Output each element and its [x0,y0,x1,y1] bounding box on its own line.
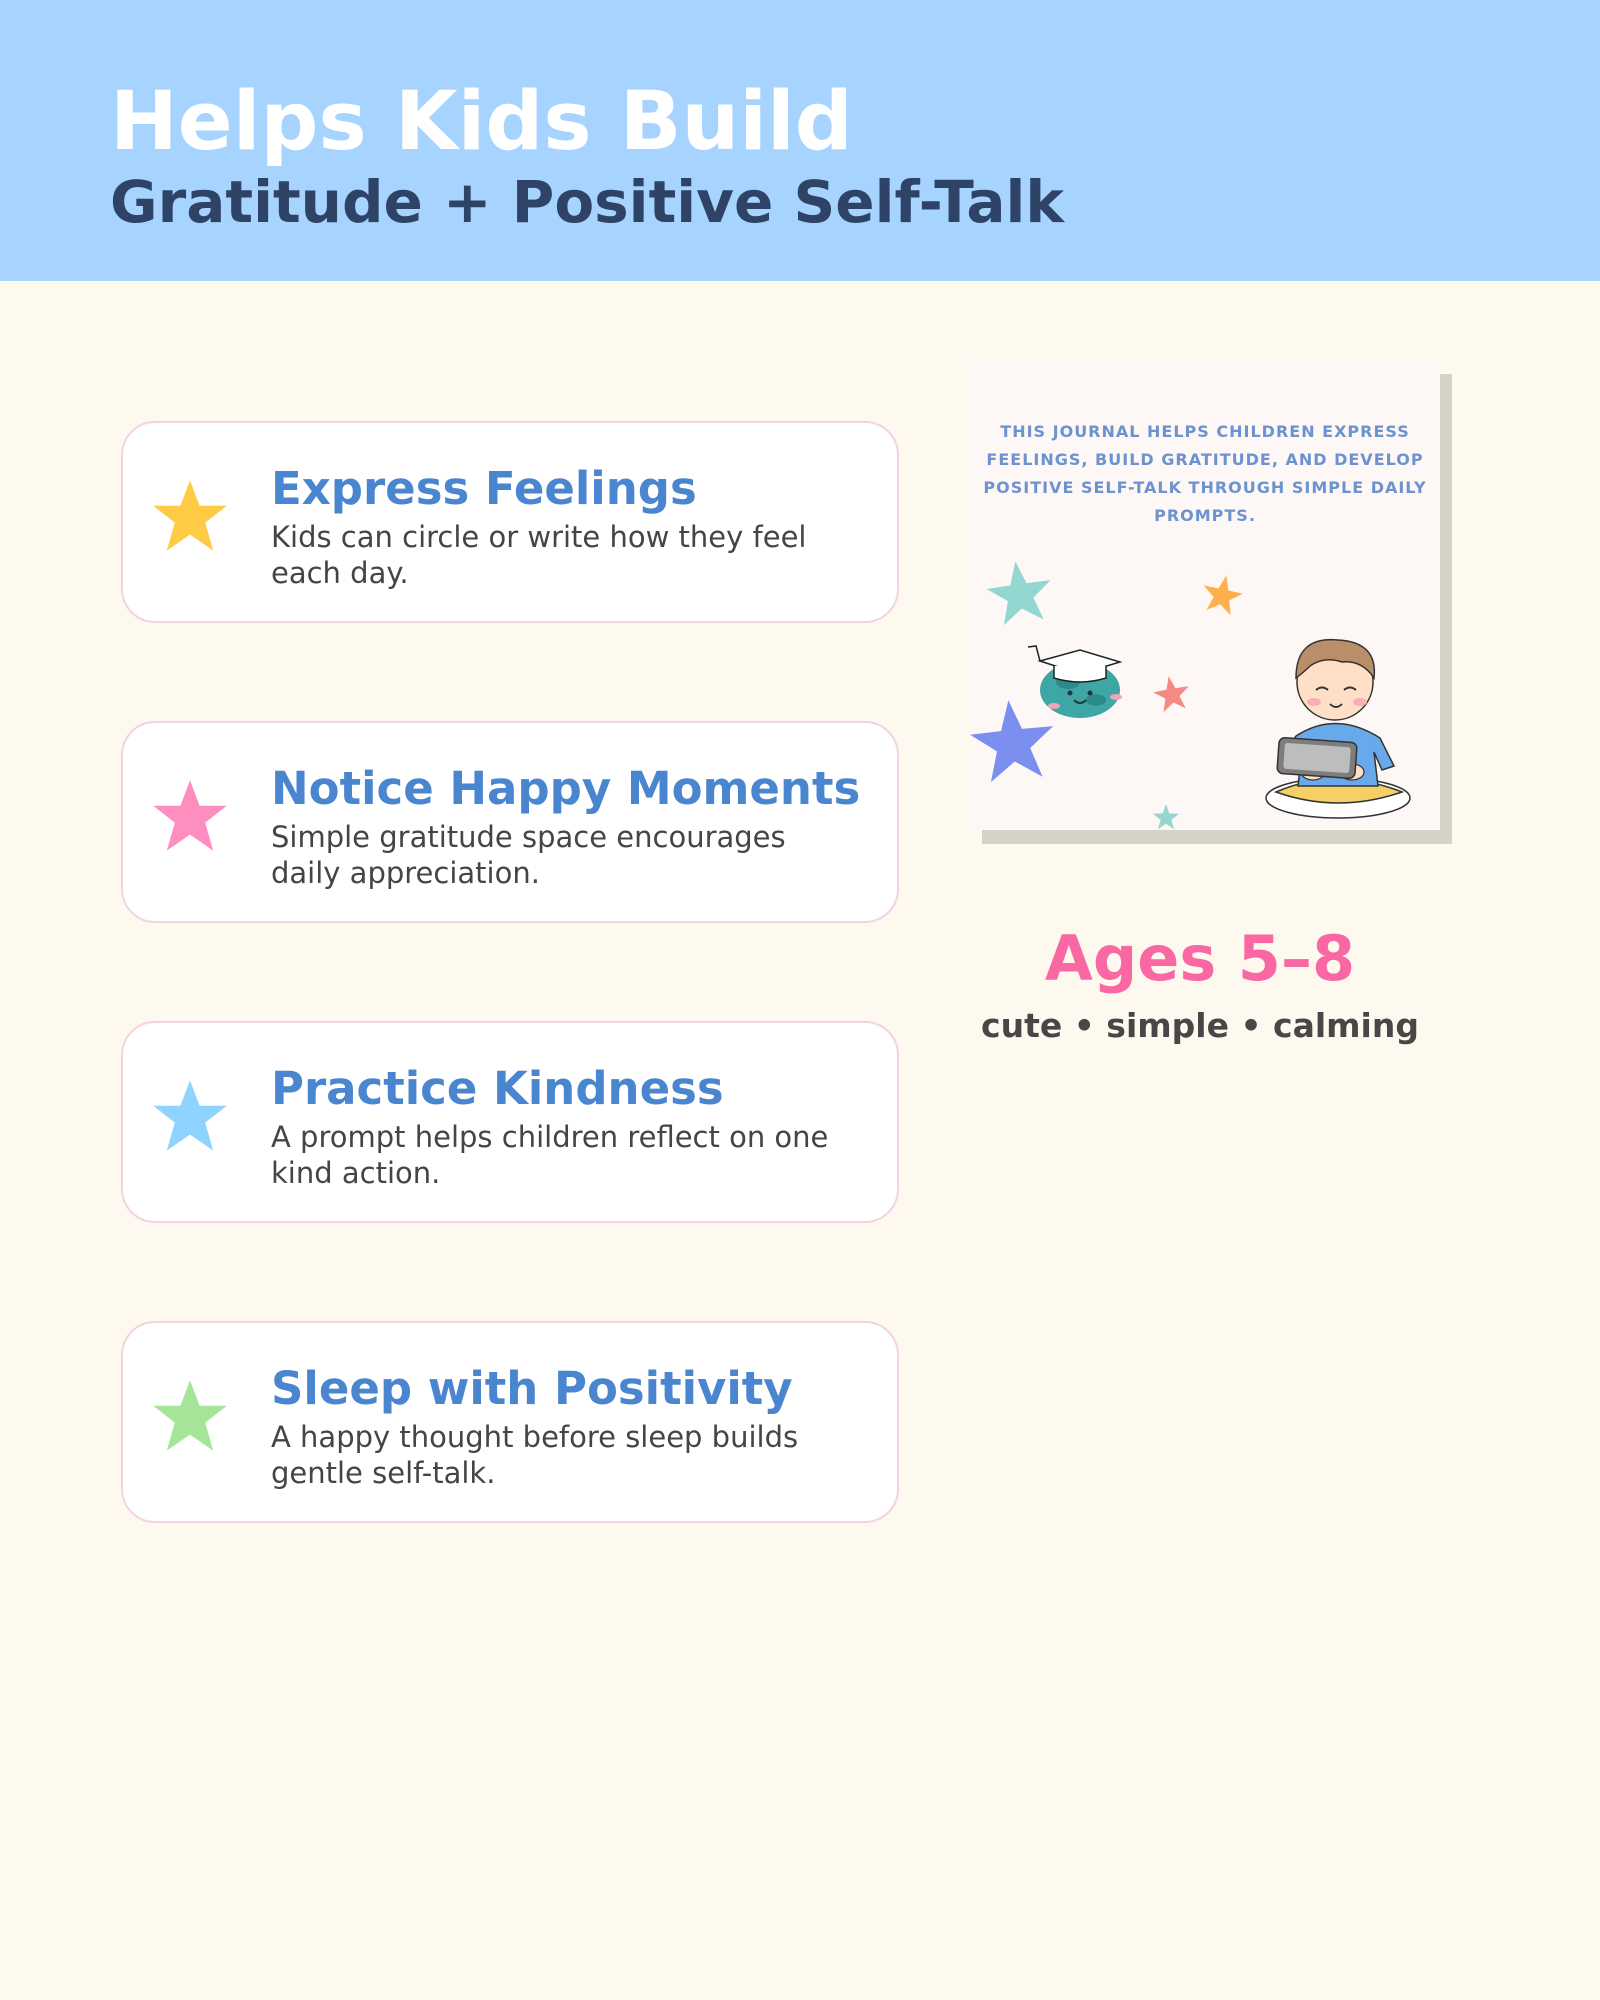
page-subtitle: Gratitude + Positive Self-Talk [110,168,1064,236]
feature-title: Express Feelings [271,462,697,515]
star-icon [1151,673,1193,713]
star-icon [149,477,231,557]
feature-title: Practice Kindness [271,1062,724,1115]
journal-preview-text: THIS JOURNAL HELPS CHILDREN EXPRESS FEELINGS, BUILD GRATITUDE, AND DEVELOP POSITIVE SELF-TALK THROUGH SIMPLE DAILY PROMPTS. [983,422,1427,525]
star-icon [149,777,231,857]
page-title: Helps Kids Build [110,75,853,169]
tagline: cute • simple • calming [981,1006,1419,1045]
star-icon [970,696,1058,784]
feature-description: Simple gratitude space encourages daily appreciation. [271,820,786,890]
feature-description: A happy thought before sleep builds gentle self-talk. [271,1420,799,1490]
child-reading-illustration [1266,640,1410,818]
header-banner [0,0,1600,281]
globe-mascot-icon [1028,646,1122,718]
star-icon [149,1077,231,1157]
feature-card-practice-kindness [121,1021,899,1223]
star-icon [983,557,1056,627]
feature-description: A prompt helps children reflect on one kind action. [271,1120,829,1190]
feature-title: Notice Happy Moments [271,762,861,815]
feature-card-notice-happy-moments [121,721,899,923]
age-range-label: Ages 5–8 [1044,922,1356,995]
feature-description: Kids can circle or write how they feel each day. [271,520,807,590]
journal-preview [970,360,1440,830]
star-icon [1153,804,1180,829]
star-icon [149,1377,231,1457]
feature-card-express-feelings [121,421,899,623]
star-icon [1199,571,1246,616]
journal-illustration [970,360,1440,830]
feature-card-sleep-with-positivity [121,1321,899,1523]
feature-title: Sleep with Positivity [271,1362,793,1415]
